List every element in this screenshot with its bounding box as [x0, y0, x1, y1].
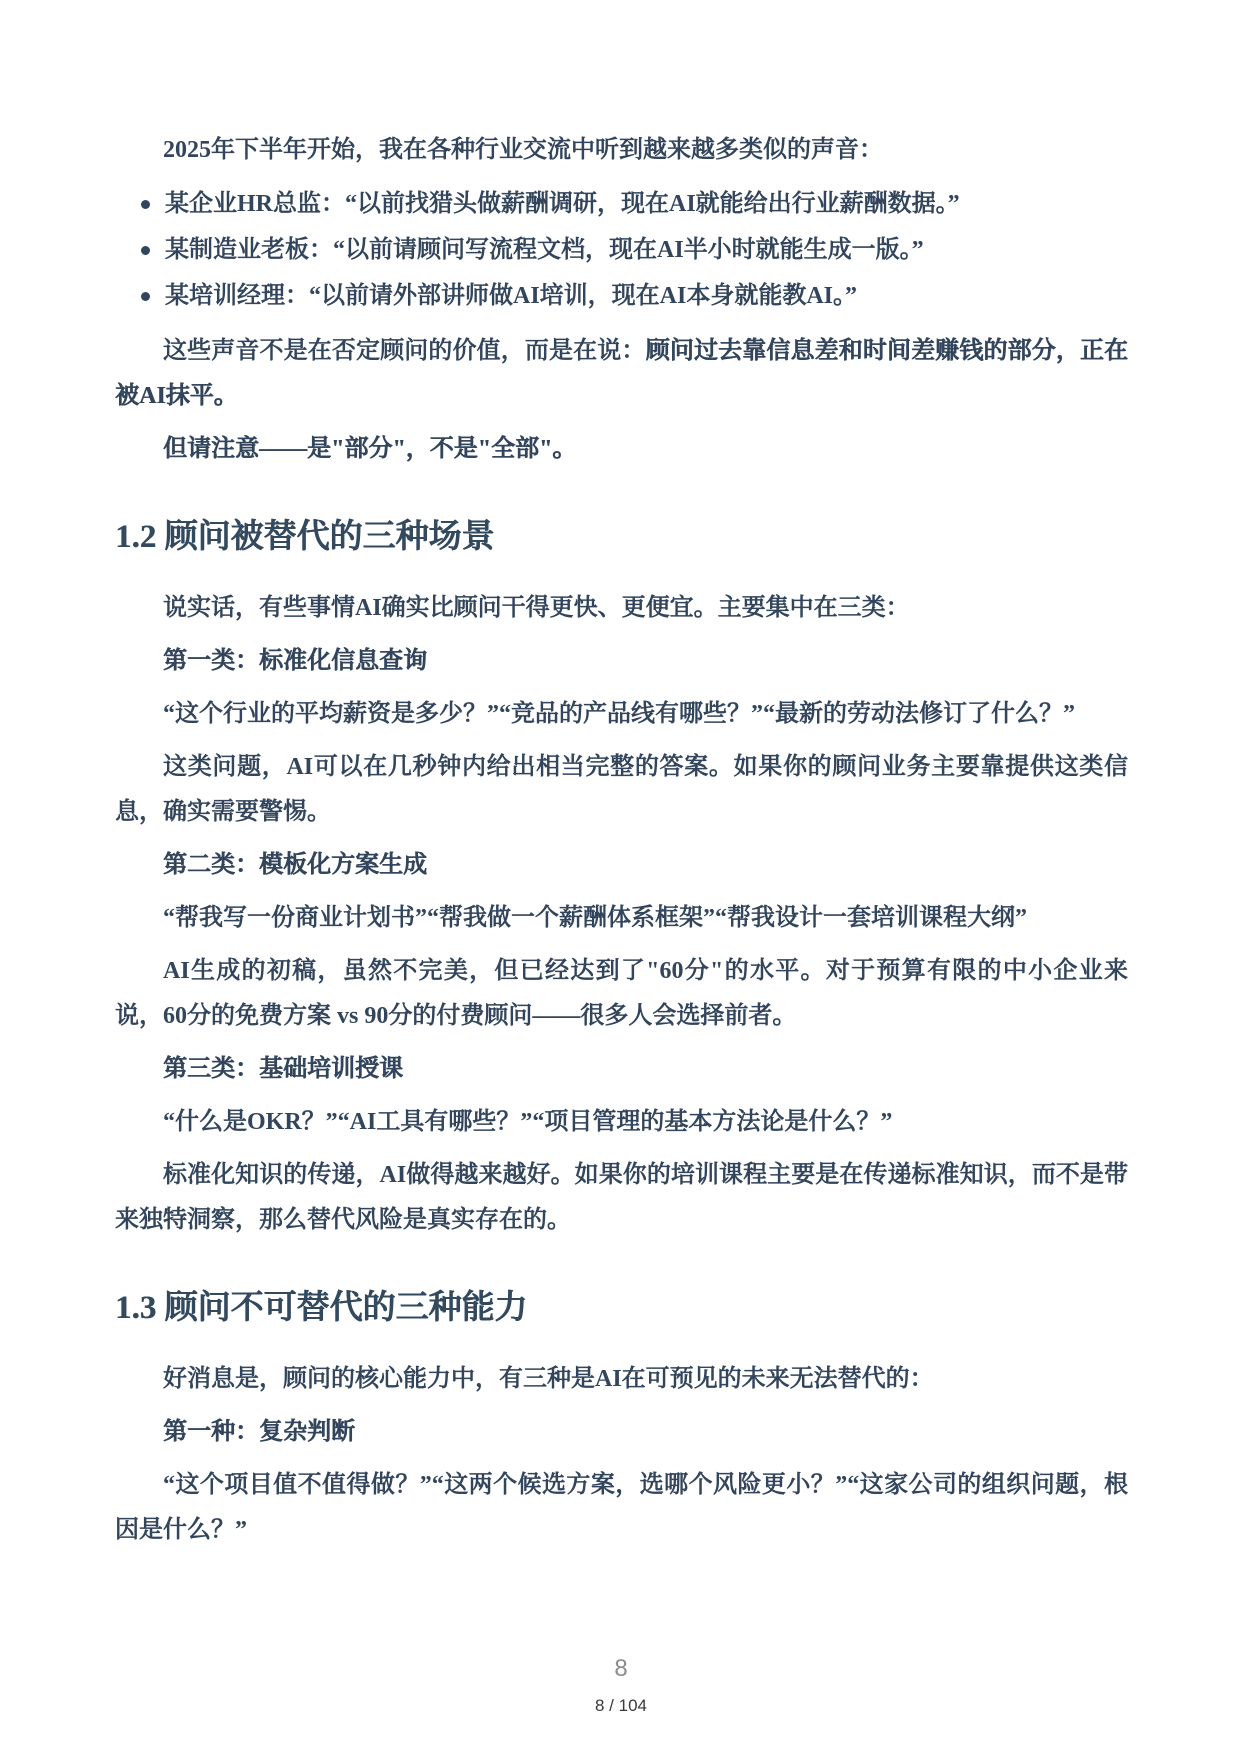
ability-1-quote: “这个项目值不值得做？”“这两个候选方案，选哪个风险更小？”“这家公司的组织问题，根因是什么？”	[115, 1472, 1128, 1543]
category-1-quote: “这个行业的平均薪资是多少？”“竞品的产品线有哪些？”“最新的劳动法修订了什么？”	[163, 701, 1075, 727]
bullet-icon	[141, 200, 150, 209]
bullet-text: 某制造业老板：“以前请顾问写流程文档，现在AI半小时就能生成一版。”	[165, 237, 924, 263]
summary-paragraph	[115, 329, 1128, 419]
category-3-body: 标准化知识的传递，AI做得越来越好。如果你的培训课程主要是在传递标准知识，而不是带来独特洞察，那么替代风险是真实存在的。	[115, 1162, 1128, 1233]
document-content	[115, 128, 1128, 1561]
page-number: 8	[614, 1655, 628, 1682]
bullet-training-manager	[115, 273, 1128, 319]
voices-bullet-list	[115, 181, 1128, 319]
category-1-label: 第一类：标准化信息查询	[163, 648, 427, 674]
category-3-label: 第三类：基础培训授课	[163, 1056, 403, 1082]
bullet-icon	[141, 292, 150, 301]
section-heading-1-3: 1.3 顾问不可替代的三种能力	[115, 1290, 528, 1326]
section-1-3-intro: 好消息是，顾问的核心能力中，有三种是AI在可预见的未来无法替代的：	[163, 1366, 934, 1392]
section-heading-1-2: 1.2 顾问被替代的三种场景	[115, 519, 495, 555]
bullet-text: 某培训经理：“以前请外部讲师做AI培训，现在AI本身就能教AI。”	[165, 283, 858, 309]
bullet-icon	[141, 246, 150, 255]
bullet-text: 某企业HR总监：“以前找猎头做薪酬调研，现在AI就能给出行业薪酬数据。”	[165, 191, 960, 217]
category-1-body: 这类问题，AI可以在几秒钟内给出相当完整的答案。如果你的顾问业务主要靠提供这类信息，确实需要警惕。	[115, 754, 1128, 825]
category-2-label: 第二类：模板化方案生成	[163, 852, 427, 878]
category-2-quote: “帮我写一份商业计划书”“帮我做一个薪酬体系框架”“帮我设计一套培训课程大纲”	[163, 905, 1027, 931]
bullet-manufacturing-boss	[115, 227, 1128, 273]
page-indicator: 8 / 104	[595, 1696, 647, 1715]
ability-1-label: 第一种：复杂判断	[163, 1419, 355, 1445]
note-paragraph: 但请注意——是"部分"，不是"全部"。	[163, 436, 577, 462]
summary-normal-text: 这些声音不是在否定顾问的价值，而是在说：	[163, 338, 646, 364]
bullet-hr-director	[115, 181, 1128, 227]
page-footer	[0, 1654, 1242, 1754]
intro-paragraph: 2025年下半年开始，我在各种行业交流中听到越来越多类似的声音：	[163, 137, 883, 163]
section-1-2-intro: 说实话，有些事情AI确实比顾问干得更快、更便宜。主要集中在三类：	[163, 595, 910, 621]
category-2-body: AI生成的初稿，虽然不完美，但已经达到了"60分"的水平。对于预算有限的中小企业来说，60分的免费方案 vs 90分的付费顾问——很多人会选择前者。	[115, 958, 1128, 1029]
category-3-quote: “什么是OKR？”“AI工具有哪些？”“项目管理的基本方法论是什么？”	[163, 1109, 893, 1135]
summary-bold-text: 顾问过去靠信息差和时间差赚钱的部分，正在被AI抹平。	[115, 338, 1129, 409]
